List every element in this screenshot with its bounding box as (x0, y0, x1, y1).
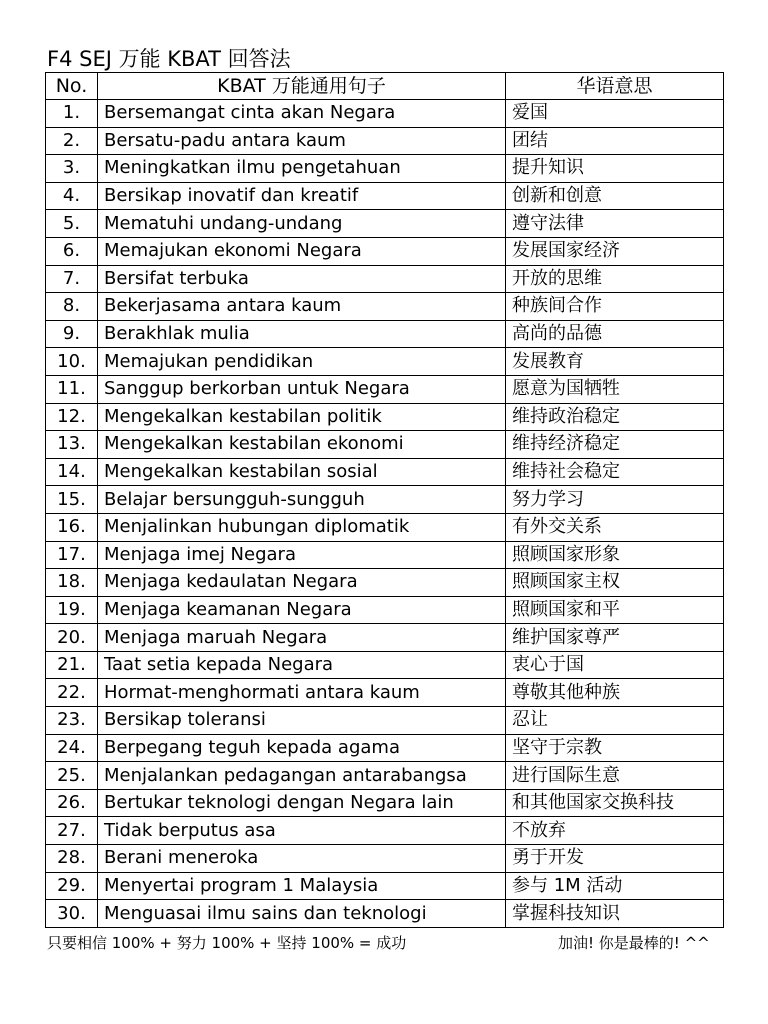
row-number: 3. (46, 155, 98, 183)
row-number: 4. (46, 182, 98, 210)
row-malay-phrase: Belajar bersungguh-sungguh (98, 486, 506, 514)
row-number: 16. (46, 513, 98, 541)
row-number: 26. (46, 789, 98, 817)
row-chinese-meaning: 不放弃 (506, 817, 724, 845)
table-row (46, 651, 724, 679)
table-row (46, 375, 724, 403)
table-row (46, 900, 724, 928)
row-chinese-meaning: 维持经济稳定 (506, 431, 724, 459)
row-chinese-meaning: 照顾国家形象 (506, 541, 724, 569)
table-row (46, 127, 724, 155)
footer-cheer: 加油! 你是最棒的! ^^ (558, 934, 710, 952)
row-number: 11. (46, 375, 98, 403)
row-malay-phrase: Bersikap toleransi (98, 707, 506, 735)
row-number: 19. (46, 596, 98, 624)
row-chinese-meaning: 照顾国家和平 (506, 596, 724, 624)
row-malay-phrase: Tidak berputus asa (98, 817, 506, 845)
row-chinese-meaning: 爱国 (506, 100, 724, 128)
table-row (46, 237, 724, 265)
row-number: 14. (46, 458, 98, 486)
row-number: 30. (46, 900, 98, 928)
row-malay-phrase: Bersemangat cinta akan Negara (98, 100, 506, 128)
row-chinese-meaning: 发展国家经济 (506, 237, 724, 265)
row-number: 1. (46, 100, 98, 128)
row-chinese-meaning: 高尚的品德 (506, 320, 724, 348)
row-chinese-meaning: 忍让 (506, 707, 724, 735)
row-malay-phrase: Mengekalkan kestabilan politik (98, 403, 506, 431)
row-chinese-meaning: 掌握科技知识 (506, 900, 724, 928)
table-row (46, 679, 724, 707)
row-chinese-meaning: 照顾国家主权 (506, 569, 724, 597)
table-row (46, 458, 724, 486)
footer-motto: 只要相信 100% + 努力 100% + 坚持 100% = 成功 (47, 934, 407, 952)
row-malay-phrase: Taat setia kepada Negara (98, 651, 506, 679)
row-chinese-meaning: 进行国际生意 (506, 762, 724, 790)
row-number: 7. (46, 265, 98, 293)
row-chinese-meaning: 努力学习 (506, 486, 724, 514)
table-row (46, 293, 724, 321)
table-row (46, 762, 724, 790)
row-number: 15. (46, 486, 98, 514)
row-malay-phrase: Berani meneroka (98, 845, 506, 873)
table-row (46, 155, 724, 183)
kbat-table (45, 72, 724, 928)
row-chinese-meaning: 坚守于宗教 (506, 734, 724, 762)
row-malay-phrase: Meningkatkan ilmu pengetahuan (98, 155, 506, 183)
row-chinese-meaning: 参与 1M 活动 (506, 872, 724, 900)
row-number: 6. (46, 237, 98, 265)
row-number: 9. (46, 320, 98, 348)
row-malay-phrase: Bersifat terbuka (98, 265, 506, 293)
header-malay: KBAT 万能通用句子 (98, 73, 506, 100)
row-number: 8. (46, 293, 98, 321)
table-header-row (46, 73, 724, 100)
row-number: 28. (46, 845, 98, 873)
row-number: 23. (46, 707, 98, 735)
row-malay-phrase: Menjaga keamanan Negara (98, 596, 506, 624)
row-number: 29. (46, 872, 98, 900)
row-chinese-meaning: 发展教育 (506, 348, 724, 376)
row-number: 13. (46, 431, 98, 459)
row-chinese-meaning: 创新和创意 (506, 182, 724, 210)
row-number: 17. (46, 541, 98, 569)
row-malay-phrase: Menjaga imej Negara (98, 541, 506, 569)
row-malay-phrase: Hormat-menghormati antara kaum (98, 679, 506, 707)
row-malay-phrase: Memajukan ekonomi Negara (98, 237, 506, 265)
table-row (46, 403, 724, 431)
table-row (46, 872, 724, 900)
row-chinese-meaning: 有外交关系 (506, 513, 724, 541)
row-chinese-meaning: 尊敬其他种族 (506, 679, 724, 707)
row-chinese-meaning: 团结 (506, 127, 724, 155)
table-row (46, 100, 724, 128)
row-number: 20. (46, 624, 98, 652)
table-row (46, 265, 724, 293)
row-malay-phrase: Mematuhi undang-undang (98, 210, 506, 238)
row-chinese-meaning: 衷心于国 (506, 651, 724, 679)
row-number: 12. (46, 403, 98, 431)
row-number: 5. (46, 210, 98, 238)
table-row (46, 182, 724, 210)
table-row (46, 734, 724, 762)
table-row (46, 845, 724, 873)
row-chinese-meaning: 维持社会稳定 (506, 458, 724, 486)
row-chinese-meaning: 和其他国家交换科技 (506, 789, 724, 817)
row-malay-phrase: Memajukan pendidikan (98, 348, 506, 376)
row-chinese-meaning: 愿意为国牺牲 (506, 375, 724, 403)
table-body (46, 100, 724, 928)
table-row (46, 431, 724, 459)
row-number: 21. (46, 651, 98, 679)
table-row (46, 513, 724, 541)
row-number: 25. (46, 762, 98, 790)
row-malay-phrase: Mengekalkan kestabilan ekonomi (98, 431, 506, 459)
table-row (46, 348, 724, 376)
row-malay-phrase: Bersikap inovatif dan kreatif (98, 182, 506, 210)
header-no: No. (46, 73, 98, 100)
row-number: 10. (46, 348, 98, 376)
table-row (46, 624, 724, 652)
header-chinese: 华语意思 (506, 73, 724, 100)
row-malay-phrase: Sanggup berkorban untuk Negara (98, 375, 506, 403)
row-malay-phrase: Berpegang teguh kepada agama (98, 734, 506, 762)
row-malay-phrase: Bekerjasama antara kaum (98, 293, 506, 321)
row-number: 27. (46, 817, 98, 845)
row-number: 22. (46, 679, 98, 707)
table-row (46, 541, 724, 569)
row-chinese-meaning: 维护国家尊严 (506, 624, 724, 652)
row-malay-phrase: Mengekalkan kestabilan sosial (98, 458, 506, 486)
table-row (46, 707, 724, 735)
row-malay-phrase: Berakhlak mulia (98, 320, 506, 348)
row-chinese-meaning: 种族间合作 (506, 293, 724, 321)
row-number: 18. (46, 569, 98, 597)
table-row (46, 320, 724, 348)
row-malay-phrase: Menjaga maruah Negara (98, 624, 506, 652)
row-malay-phrase: Menjalinkan hubungan diplomatik (98, 513, 506, 541)
table-row (46, 817, 724, 845)
table-row (46, 596, 724, 624)
table-row (46, 210, 724, 238)
row-chinese-meaning: 遵守法律 (506, 210, 724, 238)
table-row (46, 486, 724, 514)
row-malay-phrase: Bersatu-padu antara kaum (98, 127, 506, 155)
row-chinese-meaning: 提升知识 (506, 155, 724, 183)
row-chinese-meaning: 勇于开发 (506, 845, 724, 873)
row-chinese-meaning: 维持政治稳定 (506, 403, 724, 431)
row-chinese-meaning: 开放的思维 (506, 265, 724, 293)
row-malay-phrase: Menjalankan pedagangan antarabangsa (98, 762, 506, 790)
row-malay-phrase: Bertukar teknologi dengan Negara lain (98, 789, 506, 817)
table-row (46, 569, 724, 597)
table-row (46, 789, 724, 817)
page-title: F4 SEJ 万能 KBAT 回答法 (47, 47, 291, 71)
row-malay-phrase: Menjaga kedaulatan Negara (98, 569, 506, 597)
row-malay-phrase: Menyertai program 1 Malaysia (98, 872, 506, 900)
row-malay-phrase: Menguasai ilmu sains dan teknologi (98, 900, 506, 928)
row-number: 24. (46, 734, 98, 762)
row-number: 2. (46, 127, 98, 155)
